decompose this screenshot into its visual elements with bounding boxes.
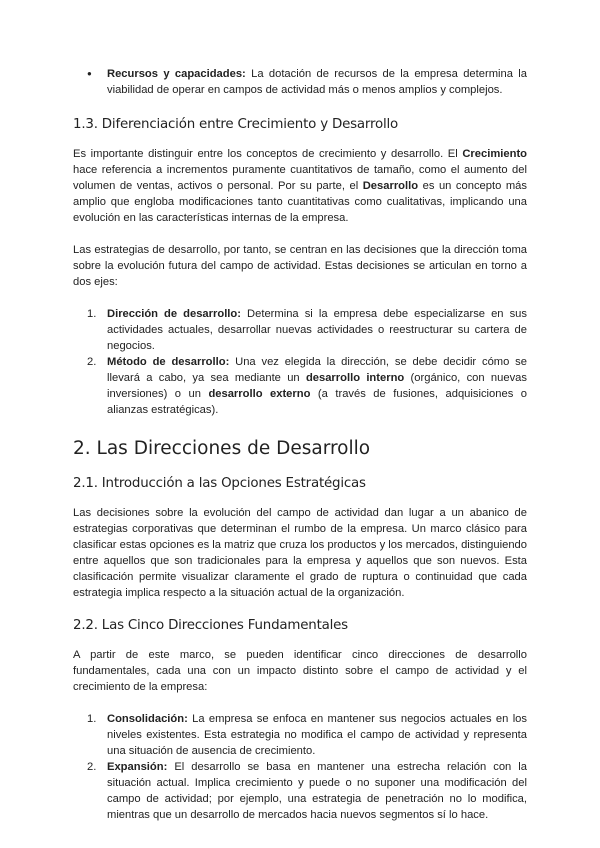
item-number: 1. — [87, 308, 97, 320]
bullet-text: La dotación de recursos de la empresa determina la viabilidad de operar en campos de actividad más o menos amplios y complejos. — [107, 68, 527, 96]
item-term: Dirección de desarrollo: — [107, 308, 241, 320]
bold-term-crecimiento: Crecimiento — [462, 148, 527, 160]
growth-vs-development-paragraph — [73, 146, 527, 226]
item-term: Consolidación: — [107, 713, 188, 725]
list-item — [73, 354, 527, 418]
item-text: Una vez elegida la dirección, se debe decidir cómo se llevará a cabo, ya sea mediante un — [107, 356, 527, 384]
five-directions-list — [73, 711, 527, 823]
bold-term-desarrollo: Desarrollo — [362, 180, 419, 192]
item-number: 2. — [87, 761, 97, 773]
list-item — [73, 66, 527, 98]
section-2-heading: 2. Las Direcciones de Desarrollo — [73, 438, 371, 459]
item-text: El desarrollo se basa en mantener una estrecha relación con la situación actual. Implica crecimiento y puede o no suponer una modificación del campo de actividad; por ejemplo, una estrategia de penetración no lo modifica, mientras que un desarrollo de mercados hacia nuevos segmentos sí lo hace. — [107, 761, 527, 821]
item-number: 1. — [87, 713, 97, 725]
bold-term-internal: desarrollo interno — [305, 372, 405, 384]
development-axes-list — [73, 306, 527, 418]
paragraph-text: Es importante distinguir entre los conceptos de crecimiento y desarrollo. El — [73, 148, 463, 160]
item-text: La empresa se enfoca en mantener sus negocios actuales en los niveles existentes. Esta estrategia no modifica el campo de actividad y representa una situación de ausencia de crecimiento. — [107, 713, 527, 757]
item-text: (orgánico, con nuevas inversiones) o un — [107, 372, 527, 400]
strategic-options-paragraph: Las decisiones sobre la evolución del campo de actividad dan lugar a un abanico de estrategias corporativas que determinan el rumbo de la empresa. Un marco clásico para clasificar estas opciones es la matriz que cruza los productos y los mercados, distinguiendo entre aquellos que son tradicionales para la empresa y aquellos que son nuevos. Esta clasificación permite visualizar claramente el grado de ruptura o continuidad que cada estrategia implica respecto a la situación actual de la organización. — [73, 507, 527, 599]
section-2-1-heading: 2.1. Introducción a las Opciones Estratégicas — [73, 476, 366, 491]
list-item — [73, 711, 527, 759]
list-item — [73, 306, 527, 354]
bold-term-external: desarrollo externo — [208, 388, 311, 400]
strategies-paragraph: Las estrategias de desarrollo, por tanto, se centran en las decisiones que la dirección toma sobre la evolución futura del campo de actividad. Estas decisiones se articulan en torno a dos ejes: — [73, 244, 527, 288]
item-number: 2. — [87, 356, 97, 368]
section-2-2-heading: 2.2. Las Cinco Direcciones Fundamentales — [73, 618, 348, 633]
bullet-term: Recursos y capacidades: — [107, 68, 246, 80]
item-term: Expansión: — [107, 761, 168, 773]
five-directions-paragraph: A partir de este marco, se pueden identificar cinco direcciones de desarrollo fundamentales, cada una con un impacto distinto sobre el campo de actividad y el crecimiento de la empresa: — [73, 649, 527, 693]
item-text: Determina si la empresa debe especializarse en sus actividades actuales, desarrollar nuevas actividades o reestructurar su cartera de negocios. — [107, 308, 527, 352]
list-item — [73, 759, 527, 823]
item-text: (a través de fusiones, adquisiciones o alianzas estratégicas). — [107, 388, 527, 416]
item-term: Método de desarrollo: — [107, 356, 230, 368]
section-1-3-heading: 1.3. Diferenciación entre Crecimiento y Desarrollo — [73, 117, 399, 132]
paragraph-text: hace referencia a incrementos puramente cuantitativos de tamaño, como el aumento del volumen de ventas, activos o personal. Por su parte, el — [73, 164, 527, 192]
paragraph-text: es un concepto más amplio que engloba modificaciones tanto cuantitativas como cualitativas, implicando una evolución en las características internas de la empresa. — [73, 180, 527, 224]
resources-bullet-list — [73, 66, 527, 98]
